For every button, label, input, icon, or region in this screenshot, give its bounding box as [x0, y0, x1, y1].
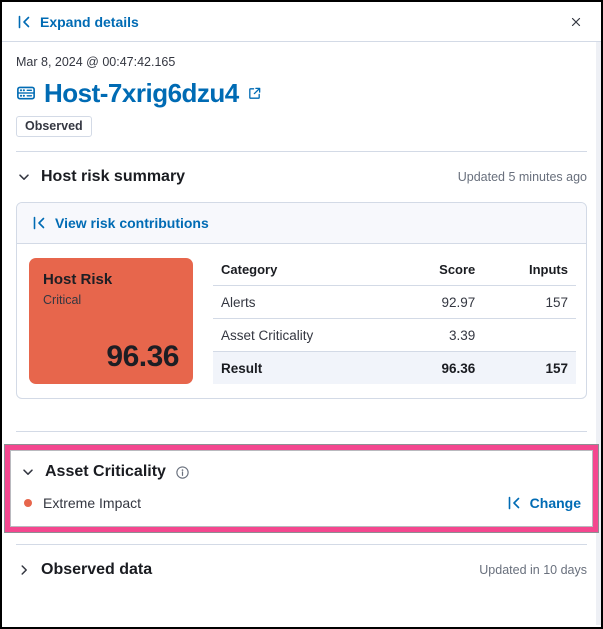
- cell-inputs: 157: [483, 286, 576, 319]
- flyout-header: [2, 2, 601, 42]
- arrow-start-icon: [16, 14, 32, 30]
- observed-data-accordion[interactable]: [16, 545, 587, 595]
- col-category: Category: [213, 258, 395, 286]
- asset-criticality-highlight-annotation: [5, 445, 598, 532]
- host-risk-summary-accordion[interactable]: [16, 152, 587, 202]
- score-card-level: Critical: [43, 293, 82, 307]
- table-row: [213, 286, 576, 319]
- cell-category: Alerts: [213, 286, 395, 319]
- observed-updated-text: Updated in 10 days: [479, 563, 587, 577]
- flyout-body: [2, 55, 601, 595]
- storage-icon: [16, 83, 36, 103]
- risk-updated-text: Updated 5 minutes ago: [457, 170, 587, 184]
- cell-category: Result: [213, 352, 395, 384]
- view-risk-contributions-label: View risk contributions: [55, 215, 209, 231]
- observed-data-title: Observed data: [41, 561, 153, 578]
- col-score: Score: [395, 258, 483, 286]
- divider: [16, 431, 587, 432]
- cell-inputs: [483, 319, 576, 352]
- observed-status-badge: Observed: [16, 116, 92, 137]
- table-row-result: [213, 352, 576, 384]
- host-risk-score-card: [29, 258, 193, 384]
- cell-score: 92.97: [395, 286, 483, 319]
- arrow-start-icon: [31, 215, 47, 231]
- criticality-level-label: Extreme Impact: [43, 495, 142, 511]
- cell-category: Asset Criticality: [213, 319, 395, 352]
- cell-inputs: 157: [483, 352, 576, 384]
- risk-panel-body: [17, 244, 586, 398]
- event-timestamp: Mar 8, 2024 @ 00:47:42.165: [16, 55, 176, 69]
- close-icon[interactable]: [567, 13, 585, 31]
- chevron-right-icon: [16, 562, 32, 578]
- arrow-start-icon: [506, 495, 522, 511]
- criticality-dot-icon: [24, 499, 32, 507]
- table-header-row: [213, 258, 576, 286]
- table-row: [213, 319, 576, 352]
- asset-criticality-title: Asset Criticality: [45, 463, 166, 480]
- risk-categories-table: [213, 258, 576, 384]
- host-risk-summary-title: Host risk summary: [41, 168, 186, 185]
- host-name-link[interactable]: Host-7xrig6dzu4: [44, 78, 239, 108]
- chevron-down-icon: [16, 169, 32, 185]
- criticality-level-row: [20, 491, 583, 527]
- view-risk-contributions-link[interactable]: [17, 203, 586, 244]
- col-inputs: Inputs: [483, 258, 576, 286]
- risk-summary-panel: [16, 202, 587, 399]
- info-icon[interactable]: [175, 465, 190, 480]
- change-label: Change: [529, 495, 581, 511]
- score-card-value: 96.36: [106, 340, 179, 373]
- score-card-title: Host Risk: [43, 271, 113, 288]
- chevron-down-icon: [20, 464, 36, 480]
- expand-details-label: Expand details: [40, 14, 139, 30]
- host-title-row: [16, 77, 587, 109]
- change-criticality-button[interactable]: [506, 495, 581, 511]
- cell-score: 3.39: [395, 319, 483, 352]
- expand-details-button[interactable]: [16, 14, 139, 30]
- cell-score: 96.36: [395, 352, 483, 384]
- asset-criticality-accordion[interactable]: [20, 450, 583, 491]
- popout-icon[interactable]: [247, 86, 262, 101]
